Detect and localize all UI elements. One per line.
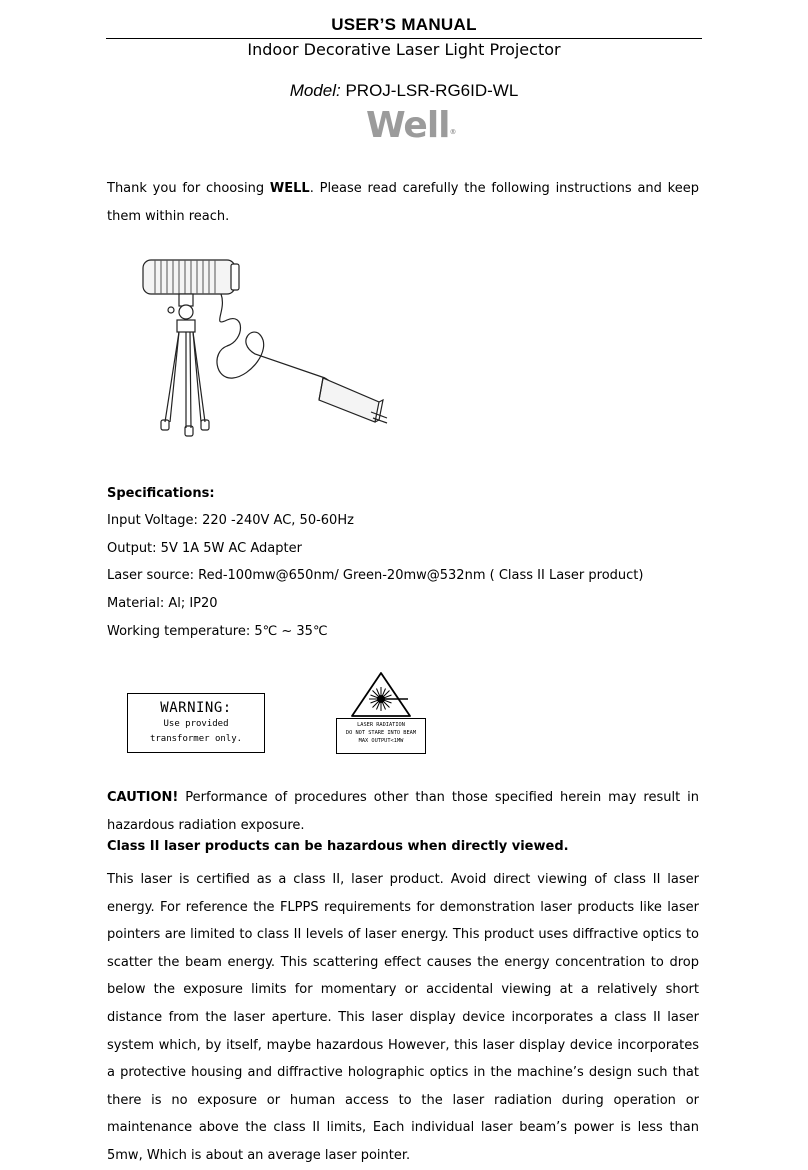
warning-line: transformer only.: [149, 734, 243, 744]
laser-projector-illustration: [135, 250, 395, 445]
document-subtitle: Indoor Decorative Laser Light Projector: [247, 40, 561, 59]
spec-line: Laser source: Red-100mw@650nm/ Green-20mw@532nm ( Class II Laser product): [107, 568, 644, 583]
laser-label-line: LASER RADIATION: [357, 722, 405, 728]
model-number: PROJ-LSR-RG6ID-WL: [345, 81, 519, 100]
laser-label-line: DO NOT STARE INTO BEAM: [345, 730, 417, 736]
caution-label: CAUTION!: [107, 790, 179, 805]
caution-paragraph: CAUTION! Performance of procedures other than those specified herein may result in hazardous radiation exposure.: [107, 790, 699, 833]
warning-label: [127, 693, 265, 753]
spec-line: Input Voltage: 220 -240V AC, 50-60Hz: [107, 513, 354, 528]
specifications-heading: Specifications:: [107, 486, 215, 501]
intro-brand: WELL: [269, 181, 310, 196]
spec-line: Output: 5V 1A 5W AC Adapter: [107, 541, 302, 556]
header-divider: [106, 38, 702, 39]
brand-logo-text: Well: [366, 105, 450, 146]
laser-warning-label: [336, 718, 426, 754]
brand-logo-mark: ®: [449, 128, 456, 136]
warning-title: WARNING:: [160, 700, 232, 716]
laser-hazard-icon: [348, 670, 414, 720]
document-title: USER’S MANUAL: [331, 15, 477, 34]
warning-line: Use provided: [163, 719, 229, 729]
class-heading: Class II laser products can be hazardous when directly viewed.: [107, 839, 569, 854]
laser-class-description: This laser is certified as a class II, laser product. Avoid direct viewing of class II laser energy. For reference the FLPPS requirements for demonstration laser products like laser pointers are limited to class II levels of laser energy. This product uses diffractive optics to scatter the beam energy. This scattering effect causes the energy concentration to drop below the exposure limits for momentary or accidental viewing at a relatively short distance from the laser aperture. This laser display device incorporates a class II laser system which, by itself, maybe hazardous However, this laser display device incorporates a protective housing and diffractive holographic optics in the machine’s design such that there is no exposure or human access to the laser radiation during operation or maintenance above the class II limits, Each individual laser beam’s power is less than 5mw, Which is about an average laser pointer.: [107, 872, 699, 1163]
model-line: [0, 81, 808, 101]
laser-label-line: MAX OUTPUT<1MW: [358, 738, 404, 744]
spec-line: Material: Al; IP20: [107, 596, 218, 611]
brand-logo: [366, 106, 456, 146]
model-label: Model:: [289, 81, 341, 100]
intro-paragraph: Thank you for choosing WELL. Please read carefully the following instructions and keep them within reach.: [107, 181, 699, 224]
spec-line: Working temperature: 5℃ ~ 35℃: [107, 624, 328, 639]
